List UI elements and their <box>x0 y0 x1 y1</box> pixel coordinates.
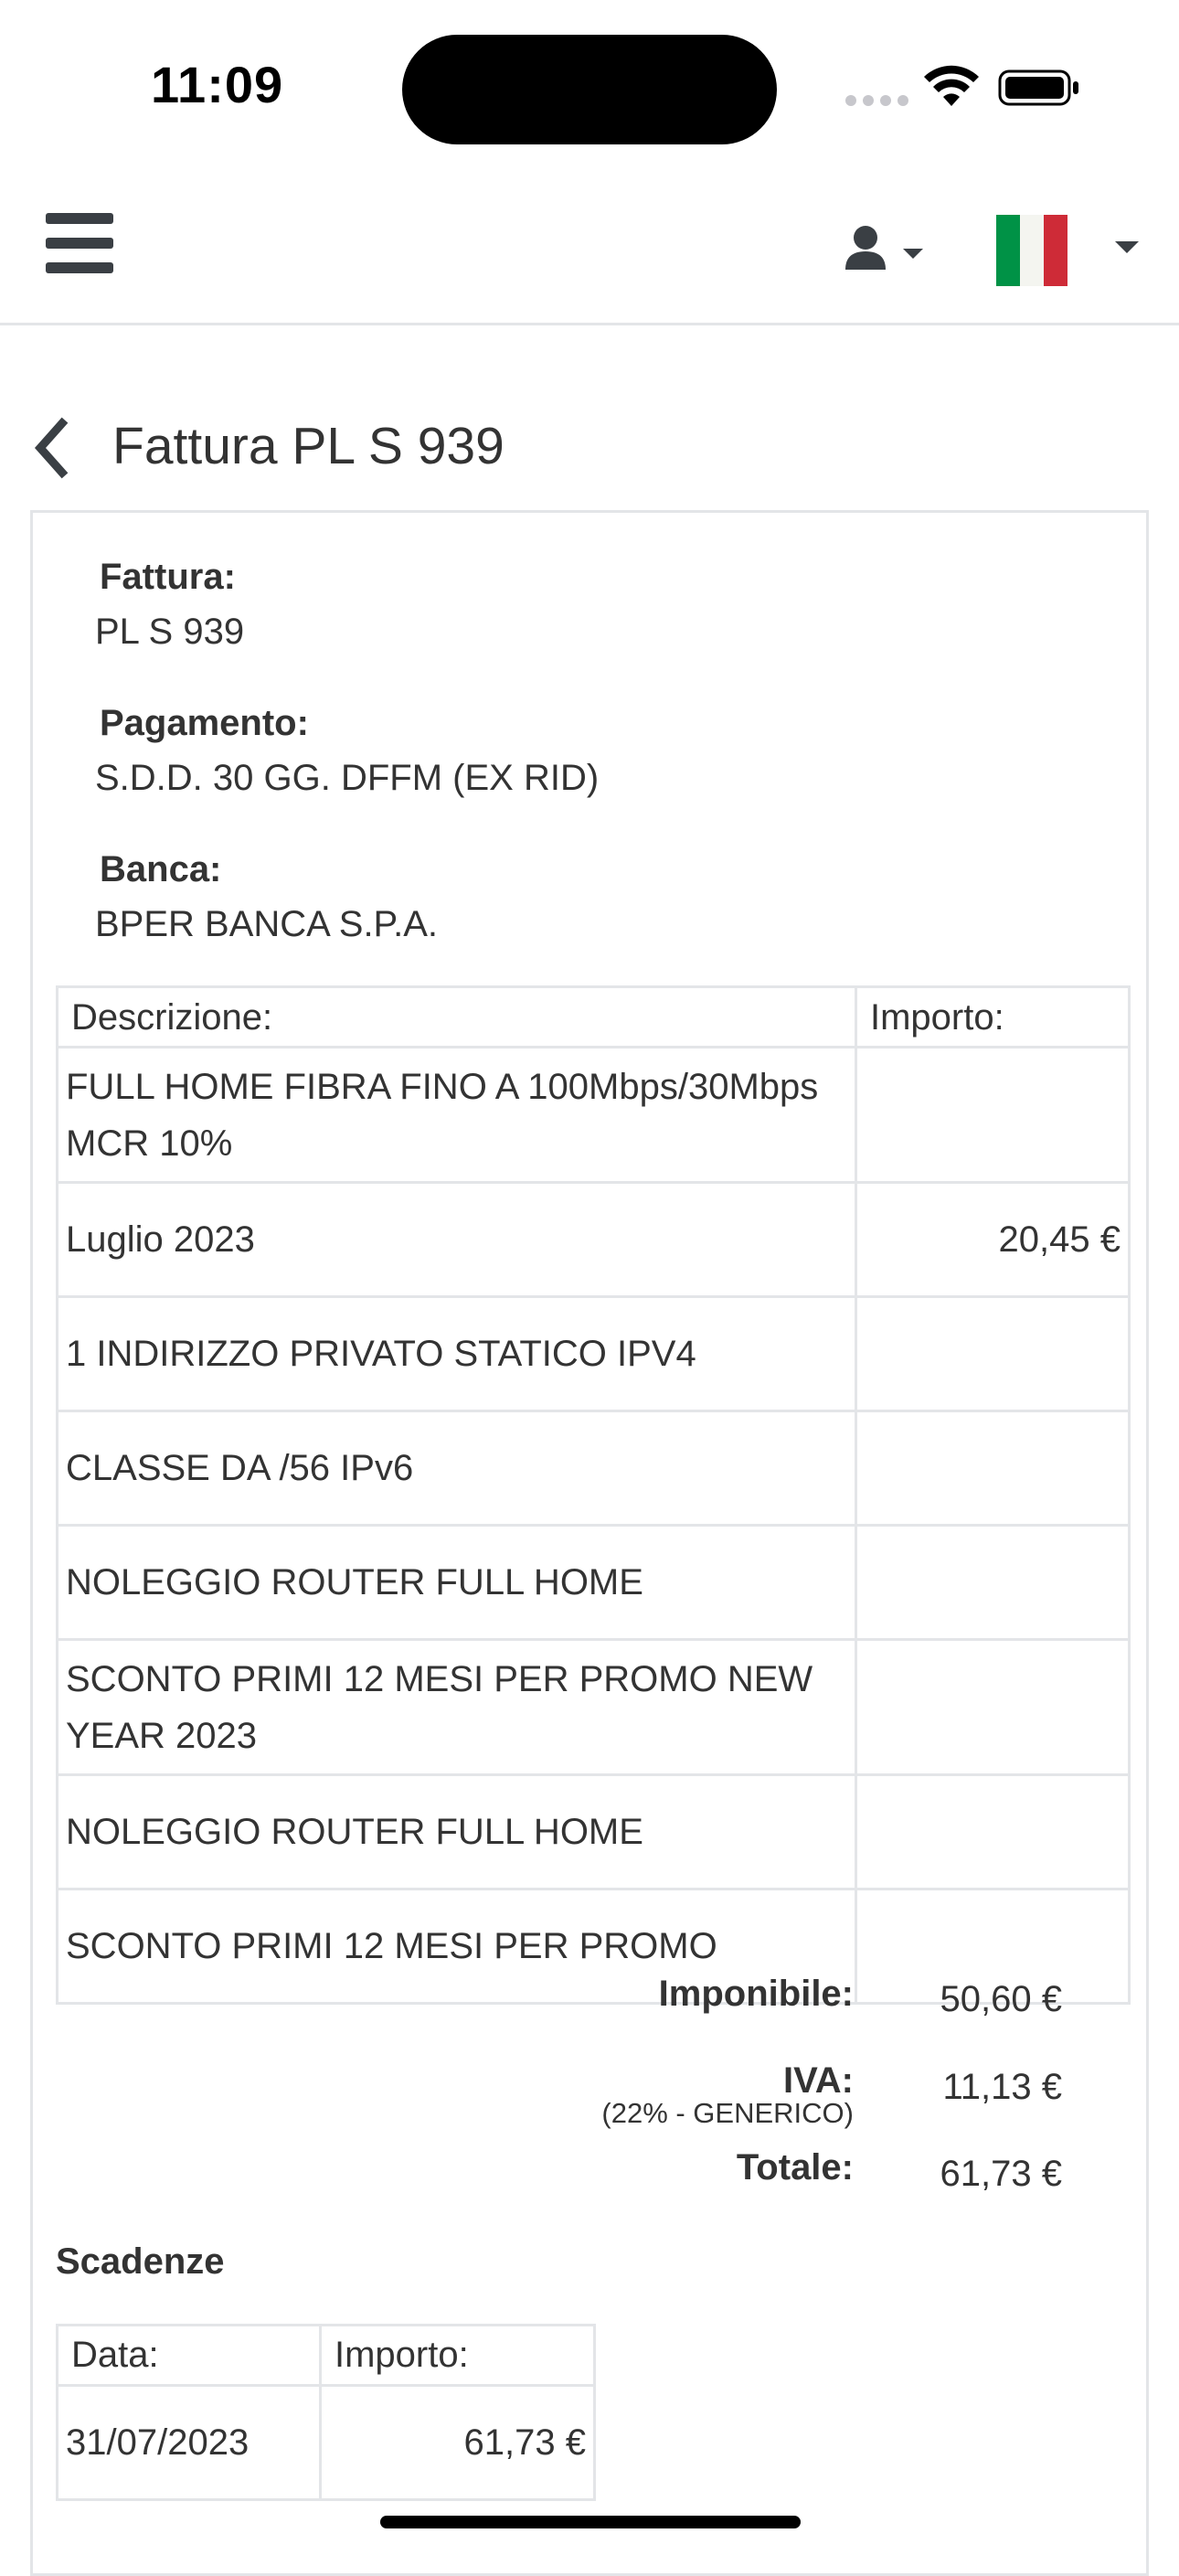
invoice-number-value: PL S 939 <box>95 612 245 652</box>
italy-flag-icon[interactable] <box>996 215 1067 286</box>
cellular-signal-icon <box>845 95 908 106</box>
bank-label: Banca: <box>100 849 222 889</box>
line-description: Luglio 2023 <box>58 1183 856 1297</box>
back-arrow-icon[interactable] <box>27 416 73 480</box>
table-row <box>58 1297 1130 1411</box>
hamburger-icon[interactable] <box>46 213 113 273</box>
table-row <box>58 1183 1130 1297</box>
user-menu-button[interactable] <box>845 224 937 279</box>
home-indicator[interactable] <box>380 2516 801 2528</box>
line-description: NOLEGGIO ROUTER FULL HOME <box>58 1526 856 1640</box>
line-amount <box>856 1775 1130 1889</box>
total-label: Totale: <box>736 2147 854 2187</box>
table-header-row <box>58 987 1130 1048</box>
line-amount <box>856 1526 1130 1640</box>
chevron-down-icon <box>903 249 923 259</box>
due-dates-table <box>56 2324 596 2501</box>
line-description: SCONTO PRIMI 12 MESI PER PROMO <box>58 1889 856 2004</box>
due-amount-column-header: Importo: <box>321 2326 595 2386</box>
table-header-row <box>58 2326 595 2386</box>
language-dropdown-caret-icon[interactable] <box>1113 238 1141 256</box>
line-amount <box>856 1411 1130 1526</box>
line-description: SCONTO PRIMI 12 MESI PER PROMO NEW YEAR 2023 <box>58 1640 856 1775</box>
line-description: CLASSE DA /56 IPv6 <box>58 1411 856 1526</box>
table-row <box>58 1640 1130 1775</box>
due-dates-title: Scadenze <box>56 2241 225 2282</box>
line-amount <box>856 1048 1130 1183</box>
table-row <box>58 2386 595 2500</box>
line-description: 1 INDIRIZZO PRIVATO STATICO IPV4 <box>58 1297 856 1411</box>
table-row <box>58 1526 1130 1640</box>
invoice-lines-table <box>56 985 1131 2005</box>
invoice-number-label: Fattura: <box>100 557 236 597</box>
status-time: 11:09 <box>151 56 284 113</box>
line-amount <box>856 1297 1130 1411</box>
table-row <box>58 1775 1130 1889</box>
taxable-label: Imponibile: <box>658 1974 854 2014</box>
description-column-header: Descrizione: <box>58 987 856 1048</box>
vat-value: 11,13 € <box>942 2067 1062 2107</box>
invoice-lines-scroll-area[interactable] <box>56 985 1158 1966</box>
line-description: NOLEGGIO ROUTER FULL HOME <box>58 1775 856 1889</box>
wifi-icon <box>923 64 980 110</box>
status-bar <box>0 0 1179 174</box>
due-amount: 61,73 € <box>321 2386 595 2500</box>
bank-value: BPER BANCA S.P.A. <box>95 904 438 944</box>
taxable-value: 50,60 € <box>940 1979 1062 2019</box>
table-row <box>58 1411 1130 1526</box>
line-description: FULL HOME FIBRA FINO A 100Mbps/30Mbps MCR 10% <box>58 1048 856 1183</box>
amount-column-header: Importo: <box>856 987 1130 1048</box>
table-row <box>58 1048 1130 1183</box>
vat-label: IVA: <box>782 2060 854 2101</box>
line-amount <box>856 1640 1130 1775</box>
payment-label: Pagamento: <box>100 703 309 743</box>
payment-value: S.D.D. 30 GG. DFFM (EX RID) <box>95 758 600 798</box>
total-value: 61,73 € <box>940 2154 1062 2194</box>
page-title: Fattura PL S 939 <box>112 417 505 475</box>
battery-icon <box>998 69 1080 106</box>
due-date-column-header: Data: <box>58 2326 321 2386</box>
vat-note: (22% - GENERICO) <box>601 2097 854 2129</box>
line-amount: 20,45 € <box>856 1183 1130 1297</box>
app-header <box>0 174 1179 325</box>
dynamic-island <box>402 35 777 144</box>
user-icon <box>854 226 877 250</box>
due-date: 31/07/2023 <box>58 2386 321 2500</box>
invoice-card <box>30 510 1149 2576</box>
